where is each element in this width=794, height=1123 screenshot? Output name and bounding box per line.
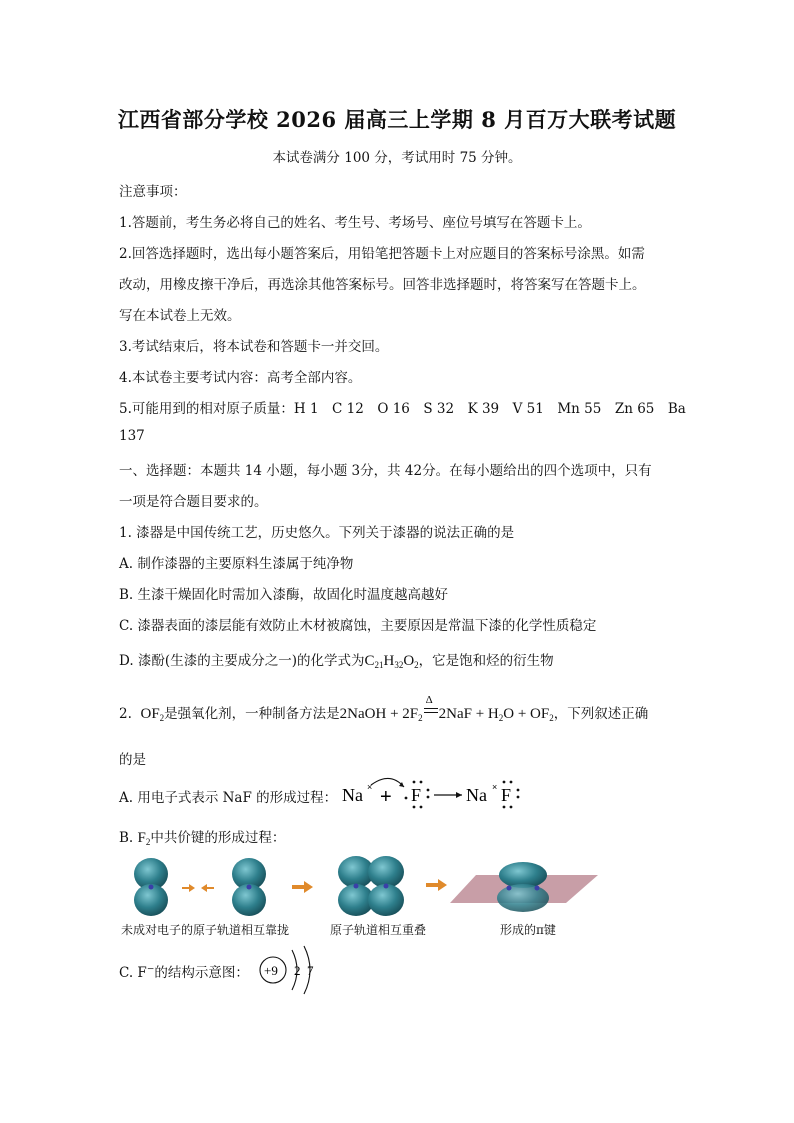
question-1-option-d: D. 漆酚(生漆的主要成分之一)的化学式为$C_{21}H_{32}O_2$，它是饱和烃的衍生物 [119,653,554,670]
approach-arrows [182,884,214,892]
note-item-4: 4.本试卷主要考试内容：高考全部内容。 [119,370,362,386]
note-item-3: 3.考试结束后，将本试卷和答题卡一并交回。 [119,339,389,355]
section-1-line-1: 一、选择题：本题共 14 小题，每小题 3分，共 42分。在每小题给出的四个选项中，只有 [119,463,652,479]
page-subtitle: 本试卷满分 100 分，考试用时 75 分钟。 [272,150,522,166]
question-1-option-c: C. 漆器表面的漆层能有效防止木材被腐蚀，主要原因是常温下漆的化学性质稳定 [119,618,597,634]
question-1-option-a: A. 制作漆器的主要原料生漆属于纯净物 [119,556,354,572]
shell-2-electrons: 7 [307,963,314,978]
step-arrow-1 [292,881,313,893]
naf-formation-diagram [338,773,528,813]
step-arrow-2 [426,879,447,891]
f2-bond-formation-diagram [120,853,610,923]
note-item-5-line-1: 5.可能用到的相对原子质量：H 1 C 12 O 16 S 32 K 39 V 51 Mn 55 Zn 65 Ba [119,401,686,417]
product-fluorine-symbol: F [501,785,512,805]
electron-cross: × [367,782,373,792]
note-item-2-line-1: 2.回答选择题时，选出每小题答案后，用铅笔把答题卡上对应题目的答案标号涂黑。如需 [119,246,645,262]
product-sodium-symbol: Na [466,785,487,805]
fluorine-symbol: F [411,785,422,805]
overlapping-orbitals [338,856,404,916]
sodium-symbol: Na [342,785,363,805]
question-2-option-b: B. $F_2$中共价键的形成过程： [119,830,286,847]
question-2-option-c: C. F−的结构示意图： [119,964,249,981]
caption-overlap: 原子轨道相互重叠 [330,923,427,937]
pi-bond-result [450,862,598,912]
svg-text:×: × [492,782,498,792]
question-1-option-b: B. 生漆干燥固化时需加入漆酶，故固化时温度越高越好 [119,587,449,603]
question-2-option-a: A. 用电子式表示 NaF 的形成过程： [119,790,338,806]
caption-approach: 未成对电子的原子轨道相互靠拢 [121,923,290,937]
question-2-stem-line-2: 的是 [119,752,146,768]
atomic-orbital-left [134,858,168,916]
page-title: 江西省部分学校 2026 届高三上学期 8 月百万大联考试题 [117,107,677,132]
section-1-line-2: 一项是符合题目要求的。 [119,494,268,510]
fluoride-ion-structure-diagram [256,944,326,996]
note-item-5-line-2: 137 [119,428,145,444]
note-item-2-line-3: 写在本试卷上无效。 [119,308,241,324]
shell-1-electrons: 2 [294,963,301,978]
heat-symbol: Δ [425,694,433,706]
atomic-orbital-right [232,858,266,916]
question-2-stem-line-1: 2. $OF_2$是强氧化剂，一种制备方法是2NaOH + $2F_2$ Δ $2NaF + H_2O + OF_2$，下列叙述正确 [119,694,649,723]
nuclear-charge: +9 [264,963,278,978]
note-item-1: 1.答题前，考生务必将自己的姓名、考生号、考场号、座位号填写在答题卡上。 [119,215,591,231]
caption-pi-bond: 形成的π键 [500,923,556,937]
notes-heading: 注意事项： [119,184,187,200]
plus-sign: + [380,786,392,808]
question-1-stem: 1. 漆器是中国传统工艺，历史悠久。下列关于漆器的说法正确的是 [119,525,515,541]
note-item-2-line-2: 改动，用橡皮擦干净后，再选涂其他答案标号。回答非选择题时，将答案写在答题卡上。 [119,277,646,293]
